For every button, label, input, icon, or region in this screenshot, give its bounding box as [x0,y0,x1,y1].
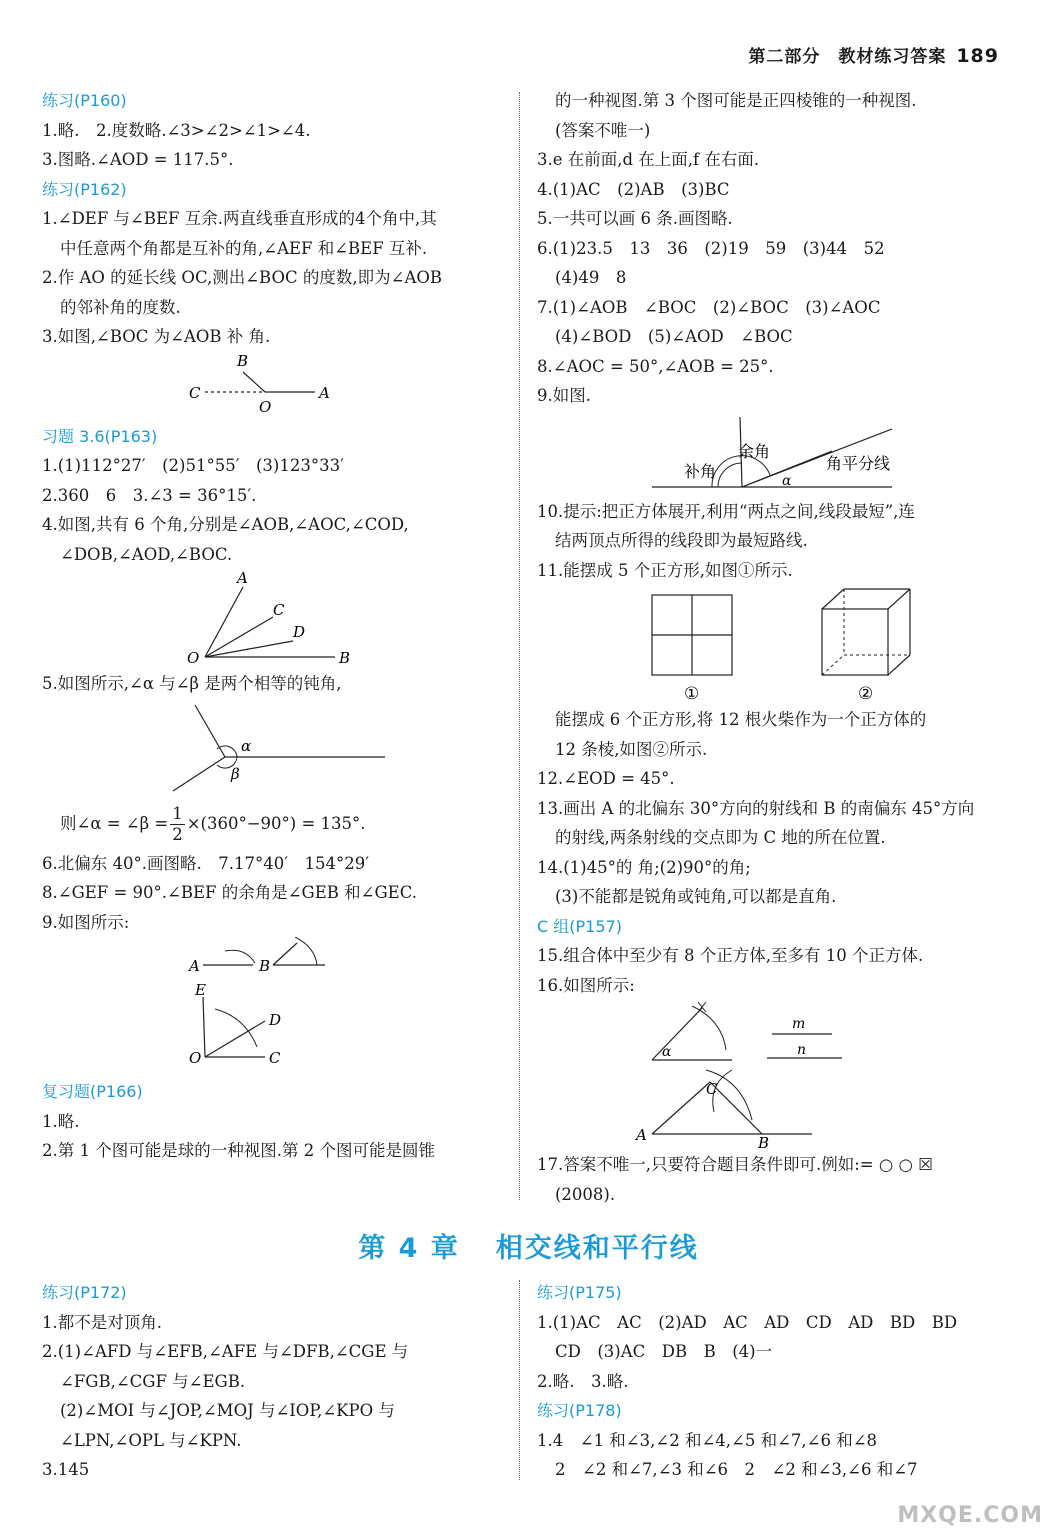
fig-label: 余角 [738,441,771,461]
fig-label: E [194,981,206,999]
answer-line: 3.如图,∠BOC 为∠AOB 补 角. [42,327,271,346]
answer-line: 16.如图所示: [537,975,635,995]
figure-supplementary-angle [175,352,375,422]
figure-triangle-construction [622,1000,922,1150]
figure-six-angles [175,569,375,669]
fig-label: C [188,383,200,402]
answer-line: ∠DOB,∠AOD,∠BOC. [60,544,233,564]
fig-label: 补角 [684,461,717,481]
answer-line: 的射线,两条射线的交点即为 C 地的所在位置. [555,828,886,847]
formula-text: ×(360°−90°) = 135°. [186,813,366,833]
fig-label: O [186,649,199,667]
answer-line: 3.e 在前面,d 在上面,f 在右面. [537,150,760,169]
answer-line: 5.如图所示,∠α 与∠β 是两个相等的钝角, [42,674,342,693]
answer-line: 1.都不是对顶角. [42,1312,162,1332]
answer-line: 1.(1)112°27′ (2)51°55′ (3)123°33′ [42,456,344,475]
answer-line: 1.(1)AC AC (2)AD AC AD CD AD BD BD [537,1312,958,1332]
section-title: 复习题(P166) [42,1082,143,1101]
answer-line: 3.145 [42,1460,90,1479]
figure-matchstick-squares [622,585,922,705]
answer-line: 15.组合体中至少有 8 个正方体,至多有 10 个正方体. [537,946,924,965]
answer-line: 12 条棱,如图②所示. [555,739,708,759]
answer-line: 10.提示:把正方体展开,利用“两点之间,线段最短”,连 [537,501,915,521]
fraction-denominator: 2 [172,824,183,844]
fig-label: O [258,397,271,416]
answer-line: 能摆成 6 个正方形,将 12 根火柴作为一个正方体的 [555,710,927,729]
answer-line: (4)49 8 [555,268,627,287]
answer-line: (2)∠MOI 与∠JOP,∠MOJ 与∠IOP,∠KPO 与 [60,1401,395,1420]
answer-line: 的邻补角的度数. [60,297,181,317]
answer-line: 17.答案不唯一,只要符合题目条件即可.例如:= ○ ○ ☒ [537,1155,933,1174]
formula-text: 则∠α = ∠β = [60,813,169,833]
answer-line: 6.(1)23.5 13 36 (2)19 59 (3)44 52 [537,238,885,258]
answer-line: (答案不唯一) [555,120,651,140]
answer-line: 中任意两个角都是互补的角,∠AEF 和∠BEF 互补. [60,238,428,258]
answer-line: 8.∠AOC = 50°,∠AOB = 25°. [537,356,774,376]
section-title: 练习(P172) [42,1283,127,1302]
answer-line: 结两顶点所得的线段即为最短路线. [555,531,808,550]
fig-label: C [706,1080,718,1098]
section-title: 练习(P175) [537,1283,622,1302]
answer-line: ∠LPN,∠OPL 与∠KPN. [60,1430,242,1450]
column-divider-bottom [519,1280,520,1480]
section-title: 习题 3.6(P163) [42,426,158,446]
answer-line: 7.(1)∠AOB ∠BOC (2)∠BOC (3)∠AOC [537,297,881,317]
fig-label: α [240,736,251,755]
answer-line: (3)不能都是锐角或钝角,可以都是直角. [555,887,837,906]
answer-line: 2.作 AO 的延长线 OC,测出∠BOC 的度数,即为∠AOB [42,268,443,287]
fig-label: B [338,649,350,667]
answer-line: 2 ∠2 和∠7,∠3 和∠6 2 ∠2 和∠3,∠6 和∠7 [555,1460,918,1479]
fraction [170,804,185,845]
fig-label: ① [684,684,700,704]
page-number: 189 [956,45,999,67]
answer-line: (2008). [555,1184,616,1204]
answer-line: 的一种视图.第 3 个图可能是正四棱锥的一种视图. [555,91,917,110]
left-column [42,86,507,1166]
figure-obtuse-angles [125,699,425,799]
bottom-right-column [537,1278,1007,1485]
section-title: C 组(P157) [537,916,622,936]
fig-label: B [758,1134,770,1150]
answer-line: ∠FGB,∠CGF 与∠EGB. [60,1371,246,1391]
fig-label: 角平分线 [826,453,891,473]
fig-label: D [292,623,305,641]
answer-line: 2.(1)∠AFD 与∠EFB,∠AFE 与∠DFB,∠CGE 与 [42,1342,409,1361]
answer-line: 8.∠GEF = 90°.∠BEF 的余角是∠GEB 和∠GEC. [42,883,417,902]
answer-line: 1.略. [42,1111,80,1131]
answer-line: 14.(1)45°的 角;(2)90°的角; [537,857,751,877]
fig-label: A [636,1126,647,1144]
fig-label: β [230,764,240,783]
watermark-logo: MXQE.COM [897,1503,1043,1528]
column-divider [519,92,520,1200]
answer-line: 12.∠EOD = 45°. [537,769,675,788]
answer-line: 4.(1)AC (2)AB (3)BC [537,179,730,199]
section-title: 练习(P160) [42,91,127,110]
figure-construction [175,937,375,1077]
fig-label: A [188,957,200,975]
fig-label: B [236,351,248,370]
answer-line: 11.能摆成 5 个正方形,如图①所示. [537,560,793,580]
chapter-number: 第 4 章 [358,1233,460,1264]
fig-label: ② [858,684,874,704]
answer-line: 4.如图,共有 6 个角,分别是∠AOB,∠AOC,∠COD, [42,515,409,534]
answer-line: 2.360 6 3.∠3 = 36°15′. [42,485,257,505]
answer-line: 9.如图所示: [42,912,130,932]
section-title: 练习(P178) [537,1401,622,1420]
section-title: 练习(P162) [42,179,127,199]
answer-line: 1.∠DEF 与∠BEF 互余.两直线垂直形成的4个角中,其 [42,209,437,228]
answer-line: 2.略. 3.略. [537,1371,629,1391]
answer-line: 13.画出 A 的北偏东 30°方向的射线和 B 的南偏东 45°方向 [537,798,975,818]
bottom-left-column [42,1278,507,1485]
header-title: 第二部分 教材练习答案 [748,47,947,67]
answer-line: 6.北偏东 40°.画图略. 7.17°40′ 154°29′ [42,853,369,873]
answer-line: 5.一共可以画 6 条.画图略. [537,209,733,228]
answer-line: 9.如图. [537,386,591,405]
fraction-numerator: 1 [172,803,183,823]
chapter-heading [0,1226,1057,1265]
fig-label: C [268,1049,280,1067]
figure-angle-bisector [622,411,922,497]
page-header [748,42,999,67]
answer-line: CD (3)AC DB B (4)一 [555,1342,773,1361]
fig-label: A [236,569,248,587]
fig-label: A [318,383,330,402]
fig-label: α [662,1044,672,1060]
chapter-title: 相交线和平行线 [495,1233,699,1264]
answer-line: 1.略. 2.度数略.∠3>∠2>∠1>∠4. [42,120,311,140]
fig-label: B [258,957,270,975]
fig-label: C [272,601,284,619]
fig-label: α [782,472,792,489]
fig-label: D [268,1011,281,1029]
right-column [537,86,1007,1209]
answer-line: 1.4 ∠1 和∠3,∠2 和∠4,∠5 和∠7,∠6 和∠8 [537,1430,878,1450]
answer-line: 3.图略.∠AOD = 117.5°. [42,150,234,169]
answer-line: (4)∠BOD (5)∠AOD ∠BOC [555,327,793,346]
answer-line [42,799,507,849]
fig-label: m [792,1016,806,1032]
answer-line: 2.第 1 个图可能是球的一种视图.第 2 个图可能是圆锥 [42,1141,435,1160]
fig-label: n [797,1042,807,1058]
fig-label: O [188,1049,201,1067]
